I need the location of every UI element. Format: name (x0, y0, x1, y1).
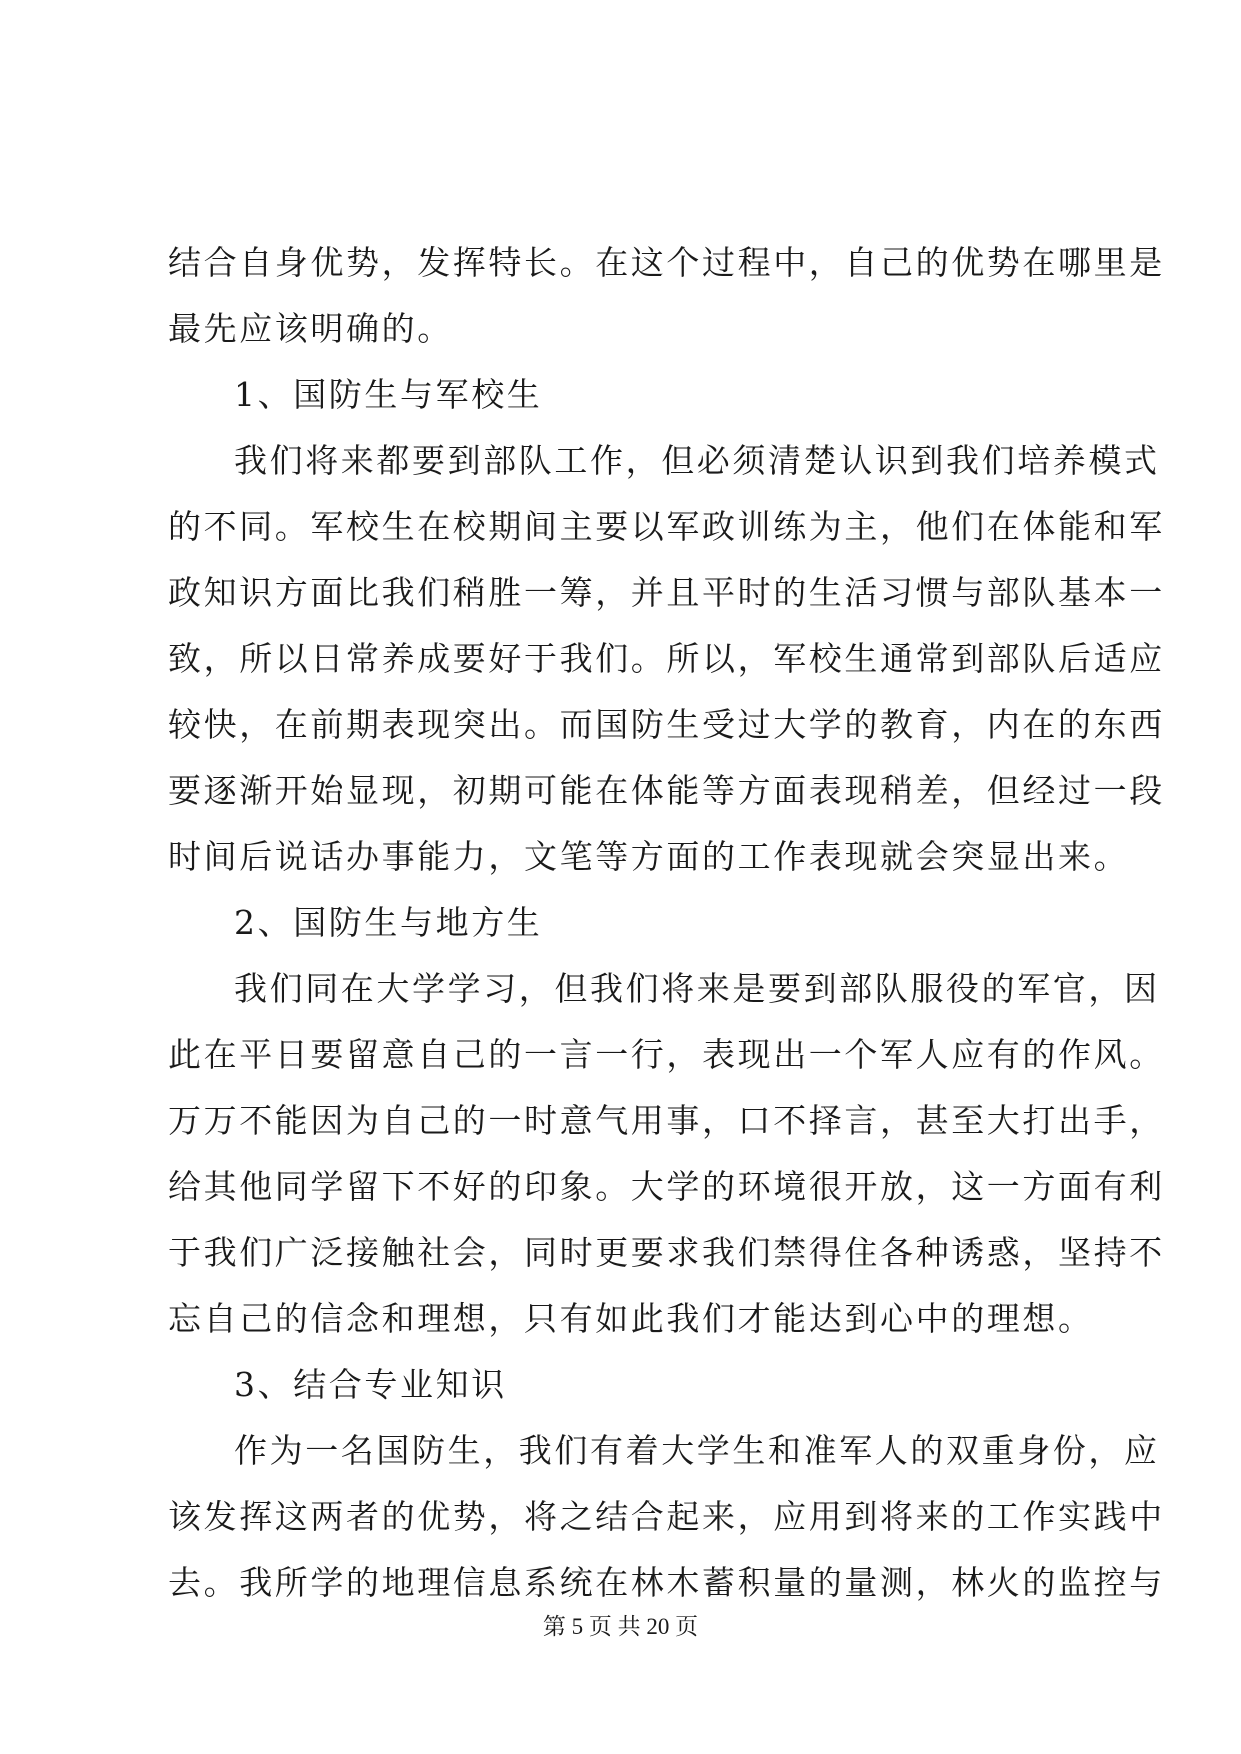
text-line: 最先应该明确的。 (168, 309, 453, 348)
document-body (168, 230, 1165, 1616)
text-line: 此在平日要留意自己的一言一行，表现出一个军人应有的作风。 (168, 1035, 1165, 1074)
section-heading: 1、国防生与军校生 (234, 375, 543, 414)
text-line: 较快，在前期表现突出。而国防生受过大学的教育，内在的东西 (168, 705, 1165, 744)
text-line: 忘自己的信念和理想，只有如此我们才能达到心中的理想。 (168, 1299, 1094, 1338)
text-line: 于我们广泛接触社会，同时更要求我们禁得住各种诱惑，坚持不 (168, 1233, 1165, 1272)
text-line: 我们同在大学学习，但我们将来是要到部队服役的军官，因 (234, 969, 1160, 1008)
section-heading: 2、国防生与地方生 (234, 903, 543, 942)
text-line: 给其他同学留下不好的印象。大学的环境很开放，这一方面有利 (168, 1167, 1165, 1206)
text-line: 的不同。军校生在校期间主要以军政训练为主，他们在体能和军 (168, 507, 1165, 546)
text-line: 作为一名国防生，我们有着大学生和准军人的双重身份，应 (234, 1431, 1160, 1470)
text-line: 去。我所学的地理信息系统在林木蓄积量的量测，林火的监控与 (168, 1563, 1165, 1602)
text-line: 我们将来都要到部队工作，但必须清楚认识到我们培养模式 (234, 441, 1160, 480)
text-line: 政知识方面比我们稍胜一筹，并且平时的生活习惯与部队基本一 (168, 573, 1165, 612)
text-line: 万万不能因为自己的一时意气用事，口不择言，甚至大打出手， (168, 1101, 1165, 1140)
text-line: 要逐渐开始显现，初期可能在体能等方面表现稍差，但经过一段 (168, 771, 1165, 810)
text-line: 致，所以日常养成要好于我们。所以，军校生通常到部队后适应 (168, 639, 1165, 678)
text-line: 该发挥这两者的优势，将之结合起来，应用到将来的工作实践中 (168, 1497, 1165, 1536)
text-line: 结合自身优势，发挥特长。在这个过程中，自己的优势在哪里是 (168, 243, 1165, 282)
page-number-footer: 第 5 页 共 20 页 (542, 1614, 699, 1639)
text-line: 时间后说话办事能力，文笔等方面的工作表现就会突显出来。 (168, 837, 1130, 876)
section-heading: 3、结合专业知识 (234, 1365, 507, 1404)
